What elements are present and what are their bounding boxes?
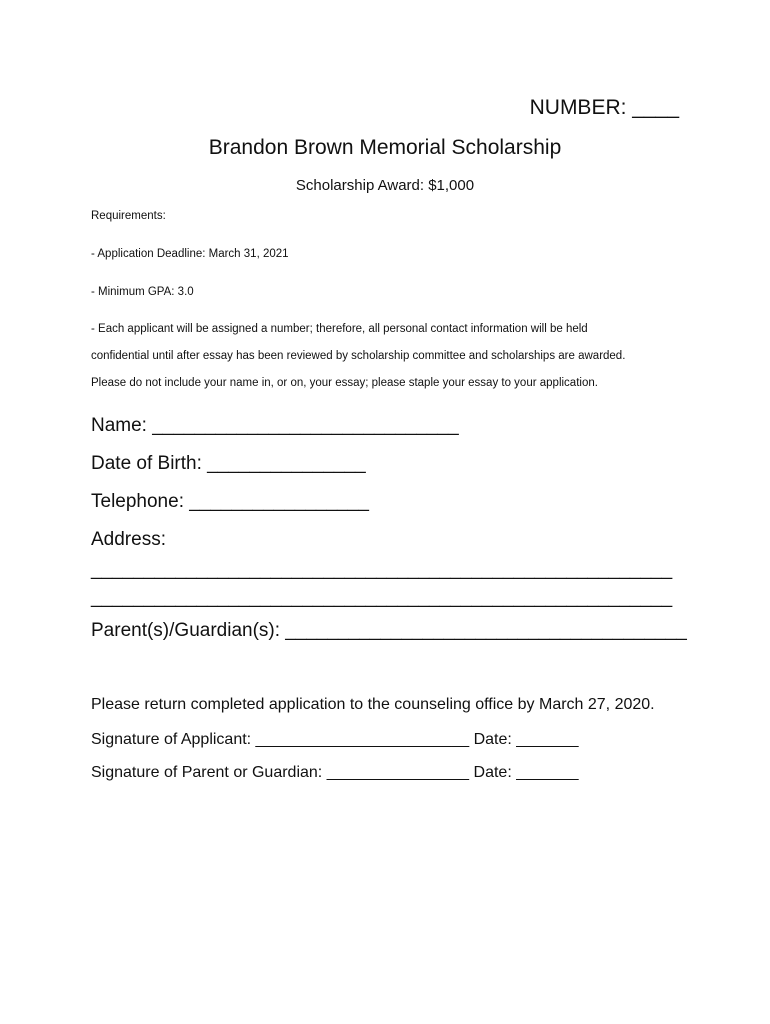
requirement-confidential-line-3: Please do not include your name in, or on, your essay; please staple your essay to your application. xyxy=(91,377,598,389)
telephone-field: Telephone: _________________ xyxy=(91,491,369,512)
requirement-confidential-line-1: - Each applicant will be assigned a number; therefore, all personal contact information will be held xyxy=(91,323,588,335)
address-label: Address: xyxy=(91,529,166,550)
address-line-2: _______________________________________________________ xyxy=(91,587,673,608)
name-field: Name: _____________________________ xyxy=(91,415,459,436)
application-number-field: NUMBER: ____ xyxy=(529,96,679,119)
applicant-signature-line: Signature of Applicant: ________________________ Date: _______ xyxy=(91,731,579,748)
address-line-1: _______________________________________________________ xyxy=(91,559,673,580)
award-amount: Scholarship Award: $1,000 xyxy=(295,177,475,194)
requirement-confidential-line-2: confidential until after essay has been reviewed by scholarship committee and scholarships are awarded. xyxy=(91,350,626,362)
parent-signature-line: Signature of Parent or Guardian: ________________ Date: _______ xyxy=(91,764,579,781)
requirements-heading: Requirements: xyxy=(91,210,166,222)
page-title: Brandon Brown Memorial Scholarship xyxy=(208,136,562,159)
parents-guardians-field: Parent(s)/Guardian(s): ______________________________________ xyxy=(91,620,687,641)
requirement-deadline: - Application Deadline: March 31, 2021 xyxy=(91,248,289,260)
date-of-birth-field: Date of Birth: _______________ xyxy=(91,453,366,474)
return-notice: Please return completed application to the counseling office by March 27, 2020. xyxy=(91,696,655,713)
requirement-gpa: - Minimum GPA: 3.0 xyxy=(91,286,194,298)
